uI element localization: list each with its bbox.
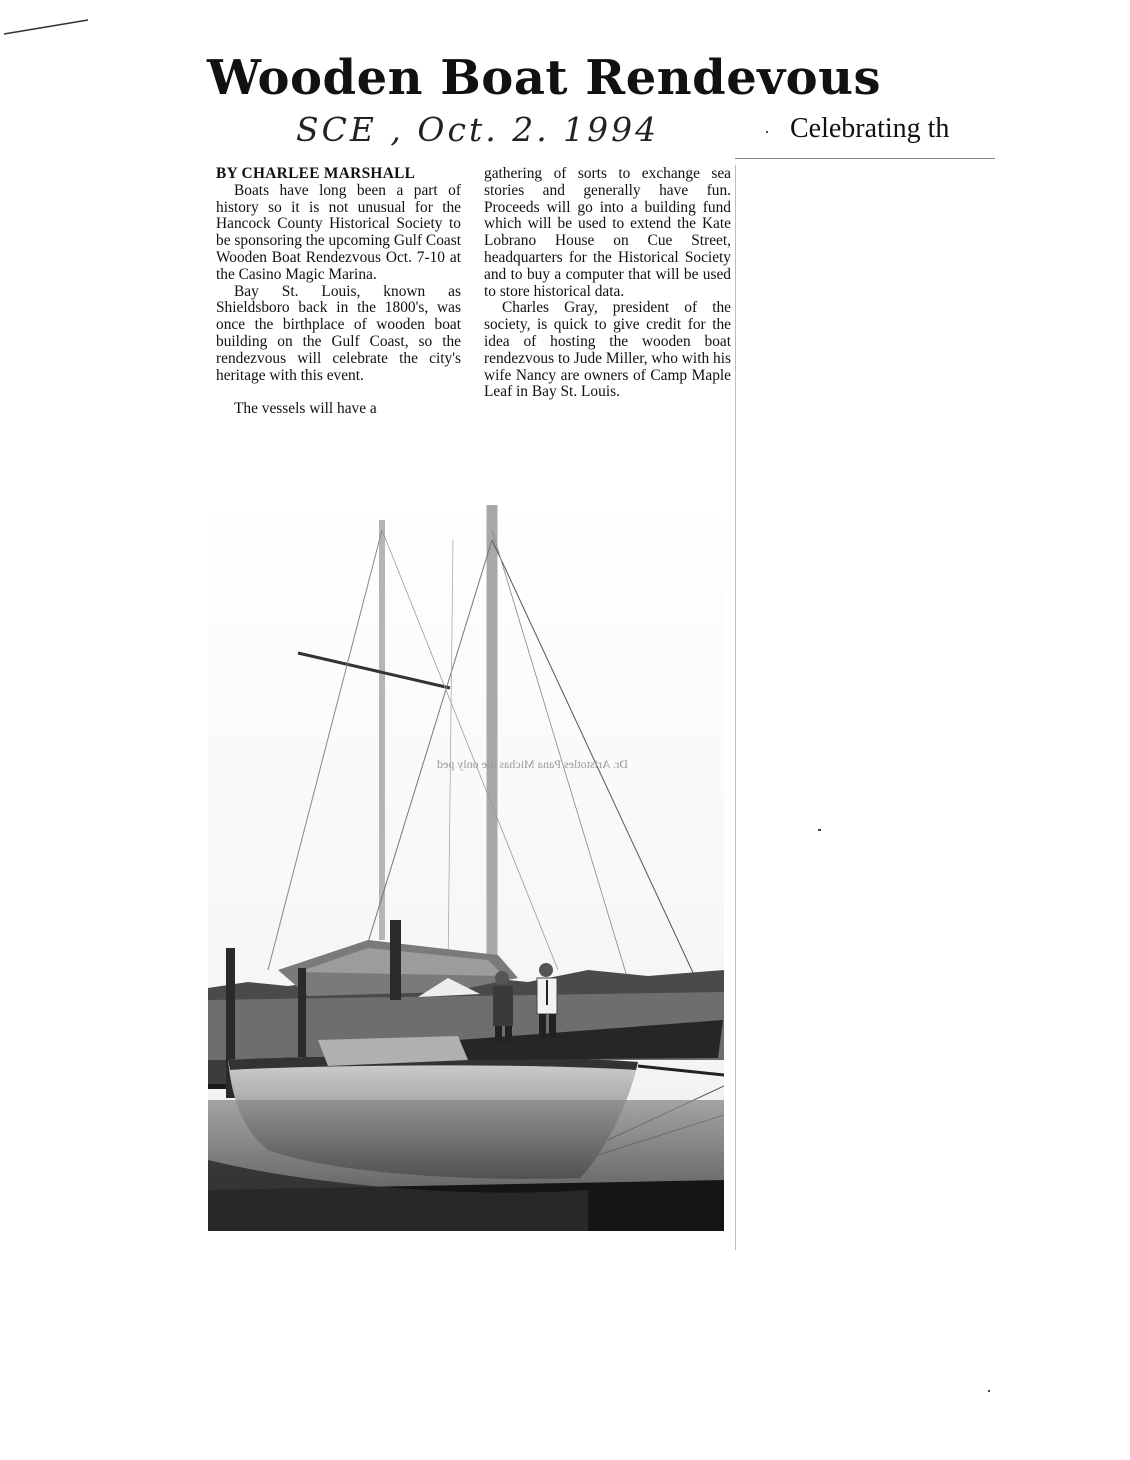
paragraph: The vessels will have a <box>234 400 377 418</box>
pen-stroke-mark <box>0 8 95 38</box>
handwritten-date-note: SCE , Oct. 2. 1994 <box>296 110 660 149</box>
article-column-left <box>216 166 461 418</box>
byline: BY CHARLEE MARSHALL <box>216 165 416 182</box>
separator-mark: · <box>764 122 770 142</box>
article-column-right <box>484 166 731 401</box>
teaser-rule <box>735 158 995 159</box>
scan-speck <box>818 829 821 831</box>
sailboat-photo <box>208 500 724 1231</box>
scan-speck <box>988 1390 990 1392</box>
paragraph: Charles Gray, president of the society, is quick to give credit for the idea of hosting the wooden boat rendezvous to Jude Miller, who with his wife Nancy are owners of Camp Maple Leaf in Bay St. Louis. <box>484 299 731 401</box>
paragraph: gathering of sorts to exchange sea stories and generally have fun. Proceeds will go into a building fund which will be used to extend the Kate Lobrano House on Cue Street, headquarters for the Historical Society and to buy a computer that will be used to store historical data. <box>484 165 731 300</box>
adjacent-article-teaser: Celebrating th <box>790 113 950 144</box>
paragraph: Boats have long been a part of history so it is not unusual for the Hancock County Historical Society to be sponsoring the upcoming Gulf Coast Wooden Boat Rendezvous Oct. 7-10 at the Casino Magic Marina. <box>216 181 461 283</box>
paragraph: Bay St. Louis, known as Shieldsboro back in the 1800's, was once the birthplace of wooden boat building on the Gulf Coast, so the rendezvous will celebrate the city's heritage with this event. <box>216 282 461 384</box>
bleed-through-text: Dr. Aristotles Pana Michas the only ped <box>437 757 628 771</box>
column-rule <box>735 165 736 1250</box>
article-headline: Wooden Boat Rendevous <box>207 50 882 106</box>
